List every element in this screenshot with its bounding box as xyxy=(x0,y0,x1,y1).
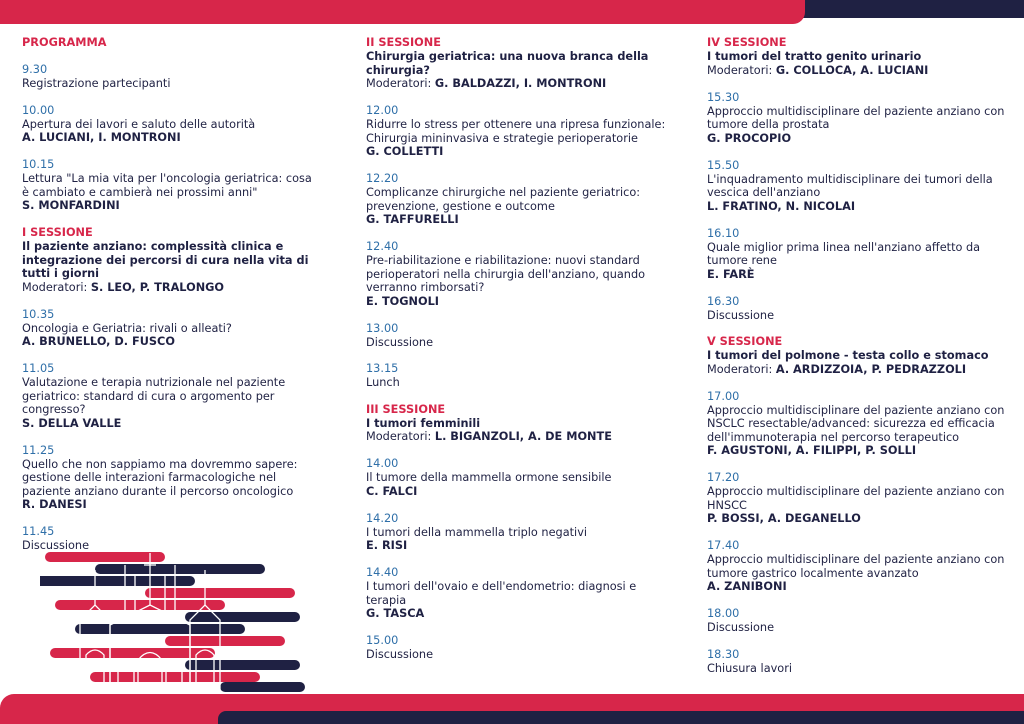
program-entry xyxy=(366,240,666,309)
entry-time: 18.00 xyxy=(707,607,740,620)
program-entry xyxy=(707,390,1007,459)
session-label: I SESSIONE xyxy=(22,226,93,239)
entry-time: 13.15 xyxy=(366,362,399,375)
entry-speakers: A. BRUNELLO, D. FUSCO xyxy=(22,335,175,348)
program-entry xyxy=(366,104,666,159)
program-entry xyxy=(366,634,666,662)
entry-time: 15.50 xyxy=(707,158,740,172)
entry-time: 10.35 xyxy=(22,307,55,321)
entry-time: 14.00 xyxy=(366,457,399,470)
entry-title: Discussione xyxy=(707,621,775,634)
entry-time: 11.45 xyxy=(22,525,55,538)
session-moderators xyxy=(366,77,666,91)
moderators-label: Moderatori: xyxy=(22,280,88,294)
program-entry xyxy=(22,158,322,213)
entry-title: Chiusura lavori xyxy=(707,661,792,675)
entry-time: 10.00 xyxy=(22,103,55,117)
program-entry xyxy=(707,159,1007,214)
entry-title: Registrazione partecipanti xyxy=(22,77,171,90)
entry-speakers: E. FARÈ xyxy=(707,267,755,281)
program-entry xyxy=(707,607,1007,635)
entry-title: Quale miglior prima linea nell'anziano affetto da tumore rene xyxy=(707,240,981,267)
moderators-names: G. BALDAZZI, I. MONTRONI xyxy=(434,77,607,90)
program-entry xyxy=(366,566,666,621)
entry-speakers: G. PROCOPIO xyxy=(707,131,792,145)
session-3-header xyxy=(366,403,666,445)
entry-time: 12.00 xyxy=(366,104,399,117)
program-entry xyxy=(707,295,1007,323)
program-column-1 xyxy=(22,36,322,566)
entry-speakers: G. COLLETTI xyxy=(366,145,444,158)
entry-time: 12.20 xyxy=(366,172,399,185)
entry-time: 17.40 xyxy=(707,539,740,552)
session-label: III SESSIONE xyxy=(366,402,446,416)
entry-title: Lettura "La mia vita per l'oncologia geriatrica: cosa è cambiato e cambierà nei prossimi anni" xyxy=(22,172,312,199)
entry-time: 11.25 xyxy=(22,443,55,457)
program-entry xyxy=(366,172,666,227)
entry-title: Pre-riabilitazione e riabilitazione: nuovi standard perioperatori nella chirurgia dell'anziano, quando verranno rimborsati? xyxy=(366,254,646,294)
session-label: IV SESSIONE xyxy=(707,36,787,49)
entry-speakers: S. MONFARDINI xyxy=(22,199,120,212)
session-2-header xyxy=(366,36,666,91)
entry-speakers: G. TASCA xyxy=(366,607,425,620)
entry-time: 16.30 xyxy=(707,294,740,308)
program-entry xyxy=(366,457,666,499)
entry-title: Complicanze chirurgiche nel paziente geriatrico: prevenzione, gestione e outcome xyxy=(366,186,641,213)
entry-title: Discussione xyxy=(707,308,775,322)
program-entry xyxy=(366,322,666,350)
top-red-band xyxy=(0,0,805,24)
entry-time: 13.00 xyxy=(366,321,399,335)
session-label: II SESSIONE xyxy=(366,36,441,49)
entry-speakers: P. BOSSI, A. DEGANELLO xyxy=(707,512,861,525)
session-moderators xyxy=(707,363,1007,377)
entry-title: Il tumore della mammella ormone sensibile xyxy=(366,471,612,484)
entry-speakers: E. RISI xyxy=(366,539,408,552)
program-entry xyxy=(22,444,322,513)
entry-title: L'inquadramento multidisciplinare dei tumori della vescica dell'anziano xyxy=(707,172,993,199)
program-entry xyxy=(707,471,1007,526)
entry-speakers: G. TAFFURELLI xyxy=(366,213,459,226)
entry-title: Quello che non sappiamo ma dovremmo sapere: gestione delle interazioni farmacologiche nel paziente anziano durante il percorso oncologico xyxy=(22,457,298,498)
entry-speakers: A. LUCIANI, I. MONTRONI xyxy=(22,131,181,144)
program-entry xyxy=(707,227,1007,282)
session-moderators xyxy=(22,281,322,295)
moderators-names: S. LEO, P. TRALONGO xyxy=(90,280,225,294)
entry-time: 11.05 xyxy=(22,362,55,375)
milan-cathedral-illustration xyxy=(40,545,310,695)
entry-time: 16.10 xyxy=(707,226,740,240)
moderators-label: Moderatori: xyxy=(707,63,773,77)
moderators-label: Moderatori: xyxy=(707,362,773,376)
entry-title: Approccio multidisciplinare del paziente anziano con tumore gastrico localmente avanzato xyxy=(707,553,1005,580)
session-4-header xyxy=(707,36,1007,78)
session-title: I tumori del polmone - testa collo e stomaco xyxy=(707,349,989,362)
program-entry xyxy=(707,539,1007,594)
program-column-2 xyxy=(366,36,666,675)
session-title: I tumori del tratto genito urinario xyxy=(707,50,922,63)
program-heading: PROGRAMMA xyxy=(22,36,107,49)
entry-title: Discussione xyxy=(366,335,434,349)
entry-title: Apertura dei lavori e saluto delle autorità xyxy=(22,117,256,131)
moderators-label: Moderatori: xyxy=(366,430,432,443)
entry-time: 14.20 xyxy=(366,511,399,525)
entry-time: 14.40 xyxy=(366,566,399,579)
program-entry xyxy=(366,362,666,390)
entry-speakers: R. DANESI xyxy=(22,498,87,511)
entry-title: Approccio multidisciplinare del paziente anziano con tumore della prostata xyxy=(707,104,1005,131)
moderators-label: Moderatori: xyxy=(366,77,432,90)
program-column-3 xyxy=(707,36,1007,688)
entry-title: Valutazione e terapia nutrizionale nel paziente geriatrico: standard di cura o argomento per congresso? xyxy=(22,376,286,416)
session-moderators xyxy=(707,64,1007,78)
entry-title: I tumori dell'ovaio e dell'endometrio: diagnosi e terapia xyxy=(366,580,637,607)
session-title: Il paziente anziano: complessità clinica e integrazione dei percorsi di cura nella vita di tutti i giorni xyxy=(22,240,309,280)
program-entry xyxy=(22,525,322,553)
entry-time: 17.20 xyxy=(707,471,740,484)
entry-title: Discussione xyxy=(22,539,90,552)
entry-speakers: L. FRATINO, N. NICOLAI xyxy=(707,199,856,213)
entry-time: 15.00 xyxy=(366,634,399,647)
entry-speakers: E. TOGNOLI xyxy=(366,294,439,308)
entry-speakers: S. DELLA VALLE xyxy=(22,416,122,430)
program-entry xyxy=(366,512,666,554)
session-label: V SESSIONE xyxy=(707,335,783,348)
program-entry xyxy=(22,63,322,91)
entry-title: Approccio multidisciplinare del paziente anziano con NSCLC resectable/advanced: sicurezza ed efficacia dell'immunoterapia nel percorso terapeutico xyxy=(707,403,1005,444)
entry-speakers: C. FALCI xyxy=(366,484,418,498)
entry-time: 12.40 xyxy=(366,240,399,253)
entry-speakers: F. AGUSTONI, A. FILIPPI, P. SOLLI xyxy=(707,444,917,457)
moderators-names: L. BIGANZOLI, A. DE MONTE xyxy=(434,430,612,443)
entry-title: Ridurre lo stress per ottenere una ripresa funzionale: Chirurgia mininvasiva e strategie perioperatorie xyxy=(366,118,666,145)
entry-title: Approccio multidisciplinare del paziente anziano con HNSCC xyxy=(707,485,1005,512)
program-entry xyxy=(22,308,322,350)
session-1-header xyxy=(22,226,322,295)
program-entry xyxy=(707,648,1007,676)
entry-time: 9.30 xyxy=(22,63,48,76)
entry-title: I tumori della mammella triplo negativi xyxy=(366,525,588,539)
program-entry xyxy=(22,104,322,146)
entry-title: Discussione xyxy=(366,648,434,661)
program-entry xyxy=(22,362,322,431)
session-moderators xyxy=(366,430,666,444)
entry-title: Lunch xyxy=(366,376,400,389)
entry-title: Oncologia e Geriatria: rivali o alleati? xyxy=(22,321,232,335)
session-title: Chirurgia geriatrica: una nuova branca della chirurgia? xyxy=(366,50,649,77)
session-5-header xyxy=(707,335,1007,377)
entry-time: 15.30 xyxy=(707,90,740,104)
moderators-names: G. COLLOCA, A. LUCIANI xyxy=(775,63,929,77)
session-title: I tumori femminili xyxy=(366,416,481,430)
entry-time: 18.30 xyxy=(707,647,740,661)
entry-time: 10.15 xyxy=(22,158,55,171)
entry-time: 17.00 xyxy=(707,389,740,403)
moderators-names: A. ARDIZZOIA, P. PEDRAZZOLI xyxy=(775,362,967,376)
entry-speakers: A. ZANIBONI xyxy=(707,580,787,593)
program-entry xyxy=(707,91,1007,146)
bottom-navy-band xyxy=(218,711,1024,724)
